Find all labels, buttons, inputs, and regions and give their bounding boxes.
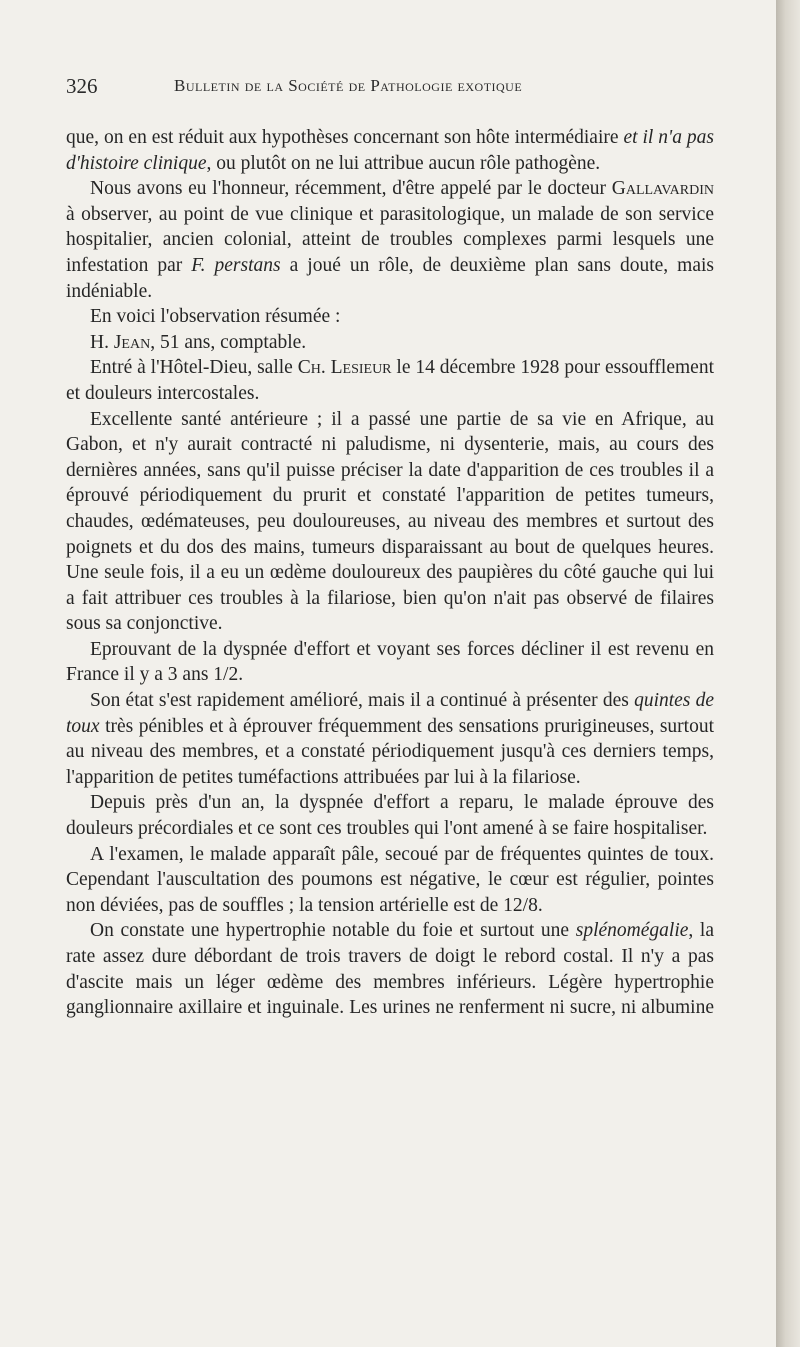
italic-phrase: quintes de toux <box>66 690 714 737</box>
page-number: 326 <box>66 74 98 98</box>
paragraph-continuation: que, on en est réduit aux hypothèses concernant son hôte intermédiaire et il n'a pas d'histoire clinique, ou plutôt on ne lui attribue aucun rôle pathogène. <box>66 127 715 174</box>
paragraph-examination: A l'examen, le malade apparaît pâle, secoué par de fréquentes quintes de toux. Cependant l'auscultation des poumons est négative, le cœur est régulier, pointes non déviées, pas de souffles ; la tension artérielle est de 12/8. <box>66 843 714 916</box>
paragraph-evolution: Son état s'est rapidement amélioré, mais il a continué à présenter des quintes de toux très pénibles et à éprouver fréquemment des sensations prurigineuses, surtout au niveau des membres, et a constaté périodiquement jusqu'à ces derniers temps, l'apparition de petites tuméfactions attribuées par lui à la filariose. <box>66 690 714 788</box>
ward-name: Ch. Lesieur <box>297 357 392 379</box>
page-header <box>66 74 726 104</box>
article-body <box>66 125 714 1021</box>
running-title: Bulletin de la Société de Pathologie exotique <box>174 76 523 95</box>
paragraph-observation-intro: En voici l'observation résumée : <box>90 306 341 328</box>
italic-term: splénomégalie <box>575 920 689 942</box>
paragraph-patient: H. Jean, 51 ans, comptable. <box>90 331 307 353</box>
paragraph-admission: Entré à l'Hôtel-Dieu, salle Ch. Lesieur le 14 décembre 1928 pour essoufflement et douleurs intercostales. <box>66 357 714 404</box>
paragraph-findings: On constate une hypertrophie notable du foie et surtout une splénomégalie, la rate assez dure débordant de trois travers de doigt le rebord costal. Il n'y a pas d'ascite mais un léger œdème des membres inférieurs. Légère hypertrophie ganglionnaire axillaire et inguinale. Les urines ne renferment ni sucre, ni albumine <box>66 920 715 1019</box>
page-edge-shadow <box>776 0 800 1347</box>
author-name: Gallavardin <box>611 178 714 200</box>
paragraph-dyspnea: Eprouvant de la dyspnée d'effort et voyant ses forces décliner il est revenu en France il y a 3 ans 1/2. <box>66 638 714 686</box>
species-name: F. perstans <box>191 254 281 276</box>
italic-phrase: et il n'a pas d'histoire clinique <box>66 127 715 174</box>
paragraph-introduction: Nous avons eu l'honneur, récemment, d'être appelé par le docteur Gallavardin à observer, au point de vue clinique et parasitologique, un malade de son service hospitalier, ancien colonial, atteint de troubles complexes parmi lesquels une infestation par F. perstans a joué un rôle, de deuxième plan sans doute, mais indéniable. <box>66 178 714 302</box>
paragraph-hospitalisation: Depuis près d'un an, la dyspnée d'effort a reparu, le malade éprouve des douleurs précordiales et ce sont ces troubles qui l'ont amené à se faire hospitaliser. <box>66 792 714 840</box>
paragraph-history: Excellente santé antérieure ; il a passé une partie de sa vie en Afrique, au Gabon, et n'y aurait contracté ni paludisme, ni dysenterie, mais, au cours des dernières années, sans qu'il puisse préciser la date d'apparition de ces troubles il a éprouvé périodiquement du prurit et constaté l'apparition de petites tumeurs, chaudes, œdémateuses, peu douloureuses, au niveau des membres et surtout des poignets et du dos des mains, tumeurs disparaissant au bout de quelques heures. Une seule fois, il a eu un œdème douloureux des paupières du côté gauche qui lui a fait attribuer ces troubles à la filariose, bien qu'on n'ait pas observé de filaires sous sa conjonctive. <box>66 408 714 635</box>
patient-name: Jean <box>113 331 151 353</box>
